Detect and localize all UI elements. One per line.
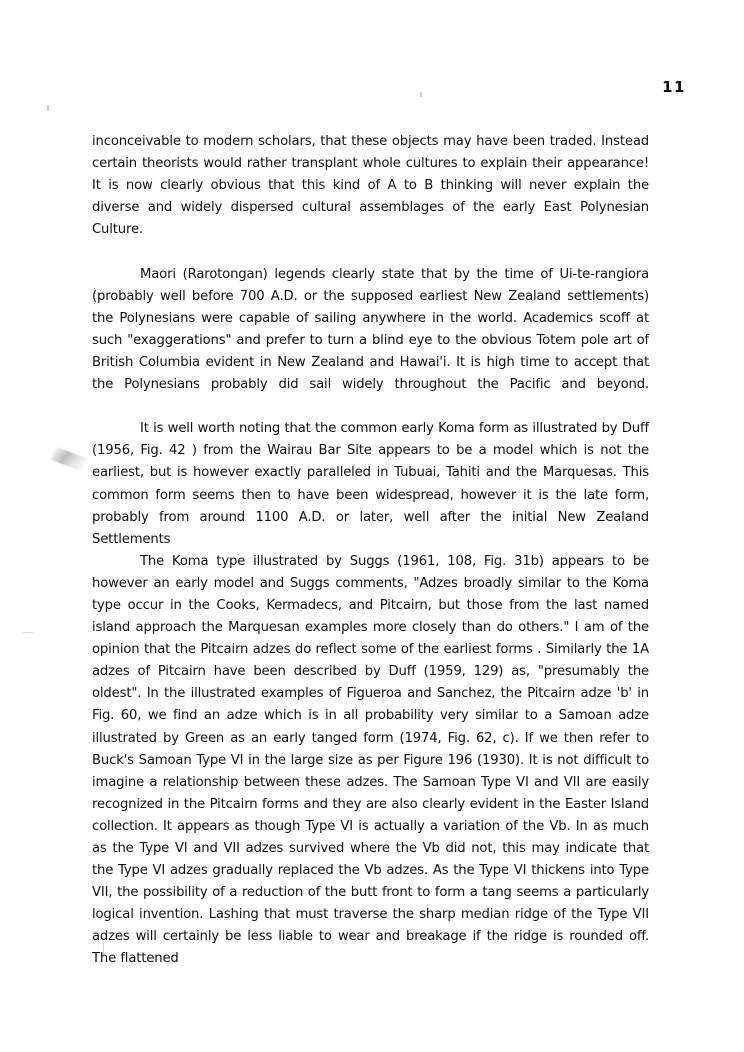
paragraph: It is well worth noting that the common early Koma form as illustrated by Duff (1956, Fig. 42 ) from the Wairau Bar Site appears to be a model which is not the earliest, but is however exactly paralleled in Tubuai, Tahiti and the Marquesas. This common form seems then to have been widespread, however it is the late form, probably from around 1100 A.D. or later, well after the initial New Zealand Settlements <box>92 421 649 547</box>
body-text-column <box>92 131 649 971</box>
scan-artifact-speck <box>47 105 49 111</box>
scan-artifact-speck <box>23 632 33 633</box>
paragraph: inconceivable to modern scholars, that these objects may have been traded. Instead certain theorists would rather transplant whole cultures to explain their appearance! It is now clearly obvious that this kind of A to B thinking will never explain the diverse and widely dispersed cultural assemblages of the early East Polynesian Culture. <box>92 134 649 238</box>
scan-artifact-smudge <box>51 447 88 472</box>
paragraph: Maori (Rarotongan) legends clearly state that by the time of Ui-te-rangiora (probably well before 700 A.D. or the supposed earliest New Zealand settlements) the Polynesians were capable of sailing anywhere in the world. Academics scoff at such "exaggerations" and prefer to turn a blind eye to the obvious Totem pole art of British Columbia evident in New Zealand and Hawai'i. It is high time to accept that the Polynesians probably did sail widely throughout the Pacific and beyond. <box>92 266 649 393</box>
page-number: 11 <box>662 78 686 96</box>
paragraph: The Koma type illustrated by Suggs (1961, 108, Fig. 31b) appears to be however an early model and Suggs comments, "Adzes broadly similar to the Koma type occur in the Cooks, Kermadecs, and Pitcairn, but those from the last named island approach the Marquesan examples more closely than do others." I am of the opinion that the Pitcairn adzes do reflect some of the earliest forms . Similarly the 1A adzes of Pitcairn have been described by Duff (1959, 129) as, "presumably the oldest". In the illustrated examples of Figueroa and Sanchez, the Pitcairn adze 'b' in Fig. 60, we find an adze which is in all probability very similar to a Samoan adze illustrated by Green as an early tanged form (1974, Fig. 62, c). If we then refer to Buck's Samoan Type VI in the large size as per Figure 196 (1930). It is not difficult to imagine a relationship between these adzes. The Samoan Type VI and VII are easily recognized in the Pitcairn forms and they are also clearly evident in the Easter Island collection. It appears as though Type VI is actually a variation of the Vb. In as much as the Type VI and VII adzes survived where the Vb did not, this may indicate that the Type VI adzes gradually replaced the Vb adzes. As the Type VI thickens into Type VII, the possibility of a reduction of the butt front to form a tang seems a particularly logical invention. Lashing that must traverse the sharp median ridge of the Type VII adzes will certainly be less liable to wear and breakage if the ridge is rounded off. The flattened <box>92 553 649 967</box>
scan-artifact-speck <box>420 92 422 97</box>
